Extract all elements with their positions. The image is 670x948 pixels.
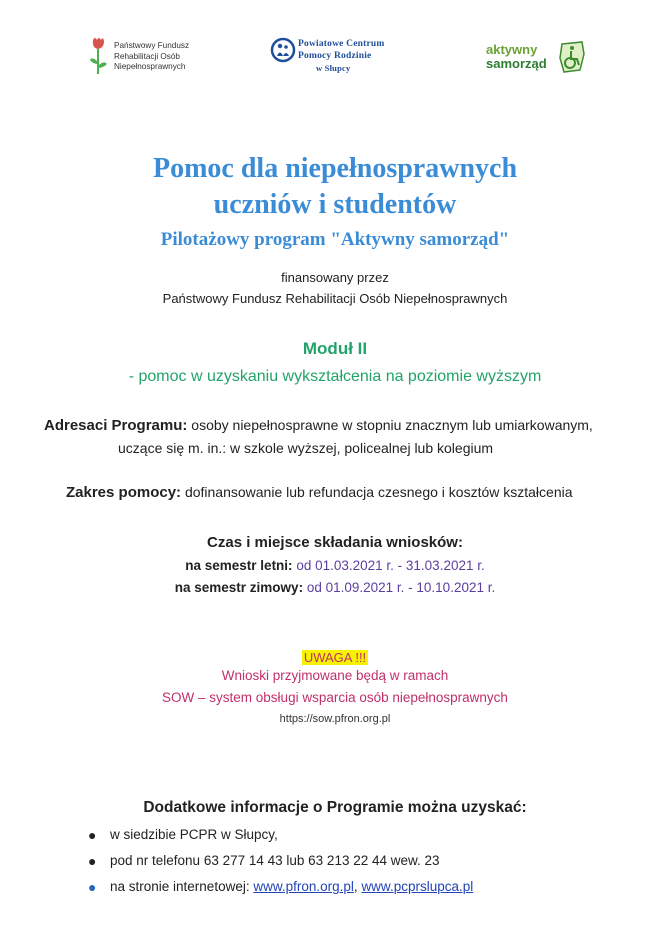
as-line-2: samorząd (486, 56, 547, 71)
bullet-icon: ● (88, 879, 97, 895)
bullet-icon: ● (88, 853, 97, 869)
financing-institution: Państwowy Fundusz Rehabilitacji Osób Niepełnosprawnych (162, 291, 508, 306)
info-website-label: na stronie internetowej: (110, 879, 250, 894)
notice-line-2: SOW – system obsługi wsparcia osób niepełnosprawnych (162, 690, 508, 705)
pcpr-logo (270, 36, 394, 78)
tulip-icon (88, 36, 110, 76)
addressees-section (44, 414, 644, 459)
module-name: Moduł II (302, 339, 368, 358)
family-emblem-icon (270, 37, 296, 63)
info-list (88, 826, 616, 904)
title-line-1: Pomoc dla niepełnosprawnych (152, 153, 518, 184)
pfron-logo (88, 36, 208, 80)
scope-section (66, 484, 666, 501)
pcpr-line-2: Pomocy Rodzinie (298, 51, 372, 61)
info-office: w siedzibie PCPR w Słupcy, (110, 827, 278, 842)
info-heading: Dodatkowe informacje o Programie można uzyskać: (143, 799, 527, 816)
notice-badge-row (0, 649, 670, 667)
deadline-heading: Czas i miejsce składania wniosków: (207, 534, 463, 551)
title-line-2: uczniów i studentów (213, 189, 457, 220)
bullet-icon: ● (88, 827, 97, 843)
notice-line-1: Wnioski przyjmowane będą w ramach (221, 668, 449, 683)
pcpr-line-3: w Słupcy (316, 63, 351, 73)
sow-url[interactable]: https://sow.pfron.org.pl (279, 713, 391, 725)
list-item (88, 878, 616, 904)
addressees-text-2: uczące się m. in.: w szkole wyższej, policealnej lub kolegium (118, 440, 494, 456)
addressees-text-1: osoby niepełnosprawne w stopniu znacznym lub umiarkowanym, (191, 417, 593, 433)
pcpr-name (298, 38, 385, 74)
program-name: Pilotażowy program "Aktywny samorząd" (160, 229, 510, 250)
addressees-label: Adresaci Programu: (44, 417, 188, 434)
summer-semester-dates: od 01.03.2021 r. - 31.03.2021 r. (296, 558, 485, 573)
module-subtitle: - pomoc w uzyskaniu wykształcenia na poziomie wyższym (128, 368, 542, 385)
notice-badge: UWAGA !!! (303, 650, 367, 665)
summer-semester-label: na semestr letni: (185, 558, 293, 573)
pfron-line-2: Rehabilitacji Osób (114, 51, 180, 61)
info-phone: pod nr telefonu 63 277 14 43 lub 63 213 22 44 wew. 23 (110, 853, 440, 868)
pcpr-link[interactable]: www.pcprslupca.pl (361, 879, 474, 894)
link-separator: , (353, 879, 358, 894)
summer-semester-row (0, 558, 670, 573)
pcpr-line-1: Powiatowe Centrum (298, 39, 385, 49)
wheelchair-map-icon (558, 40, 586, 76)
list-item (88, 852, 616, 878)
as-wordmark (486, 43, 547, 71)
aktywny-samorzad-logo (486, 40, 586, 80)
as-line-1: aktywny (486, 42, 538, 57)
pfron-line-3: Niepełnosprawnych (114, 62, 186, 71)
scope-text: dofinansowanie lub refundacja czesnego i kosztów kształcenia (184, 484, 573, 500)
winter-semester-row (0, 580, 670, 595)
scope-label: Zakres pomocy: (66, 484, 182, 501)
financing-label: finansowany przez (281, 270, 389, 285)
pfron-link[interactable]: www.pfron.org.pl (253, 879, 354, 894)
winter-semester-label: na semestr zimowy: (174, 580, 304, 595)
list-item (88, 826, 616, 852)
pfron-line-1: Państwowy Fundusz (114, 41, 190, 50)
winter-semester-dates: od 01.09.2021 r. - 10.10.2021 r. (306, 580, 496, 595)
pfron-name (114, 41, 189, 73)
